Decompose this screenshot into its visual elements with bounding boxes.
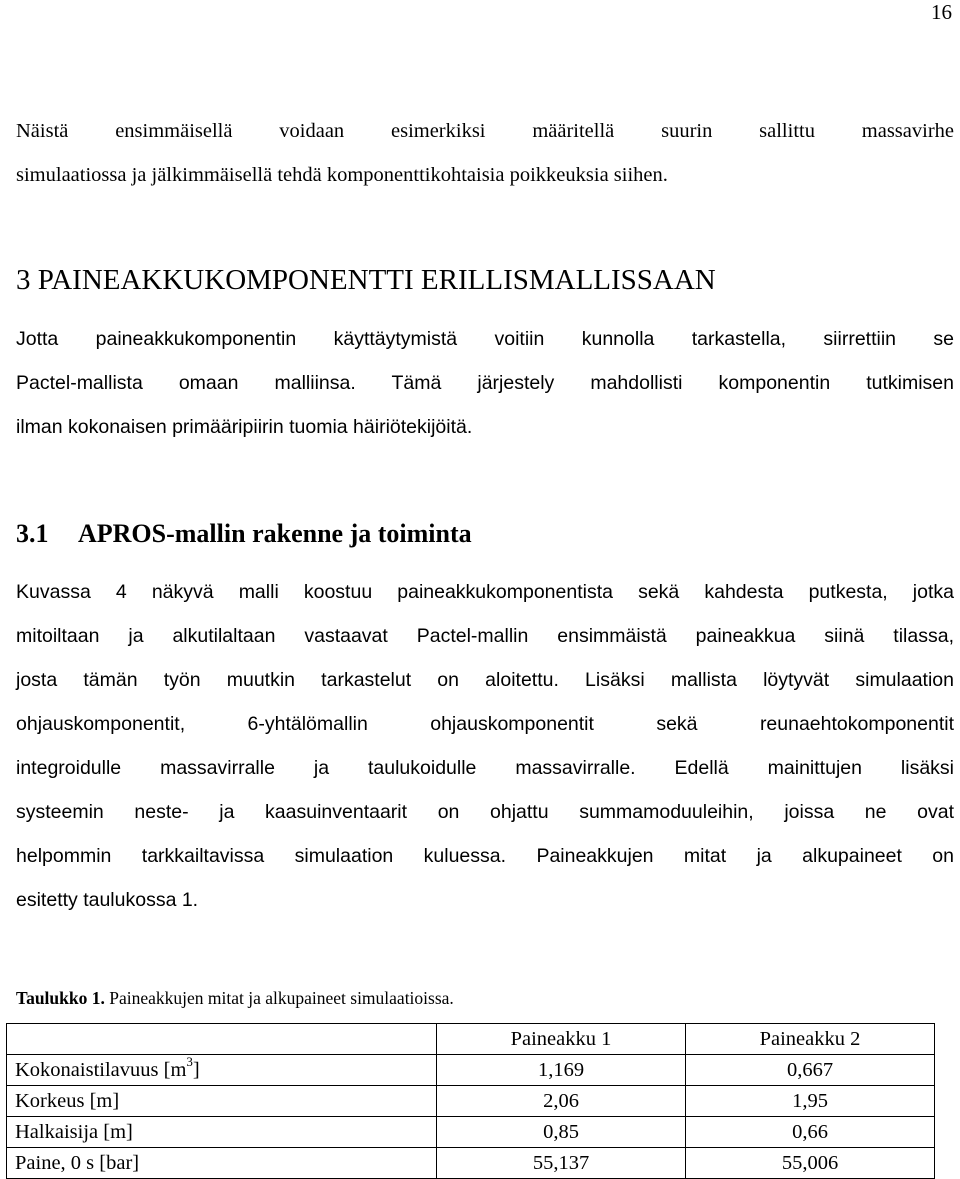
table-row [7, 1055, 935, 1086]
superscript: 3 [186, 1053, 193, 1069]
table-row [7, 1148, 935, 1179]
section-3-paragraph [16, 317, 954, 449]
table-cell: 0,667 [686, 1055, 935, 1086]
text-line: helpommin tarkkailtavissa simulaation kuluessa. Paineakkujen mitat ja alkupaineet on [16, 845, 954, 867]
text-line: mitoiltaan ja alkutilaltaan vastaavat Pactel-mallin ensimmäistä paineakkua siinä tilassa, [16, 625, 954, 647]
text-line: simulaatiossa ja jälkimmäisellä tehdä komponenttikohtaisia poikkeuksia siihen. [16, 164, 668, 186]
section-heading-3-1 [16, 512, 472, 556]
dimensions-table [6, 1023, 935, 1179]
text-line: systeemin neste- ja kaasuinventaarit on ohjattu summamoduuleihin, joissa ne ovat [16, 801, 954, 823]
table-cell: 55,137 [437, 1148, 686, 1179]
text-line: integroidulle massavirralle ja taulukoidulle massavirralle. Edellä mainittujen lisäksi [16, 757, 954, 779]
table-cell: 0,66 [686, 1117, 935, 1148]
table-cell: 2,06 [437, 1086, 686, 1117]
row-label [7, 1055, 437, 1086]
text-line: Jotta paineakkukomponentin käyttäytymistä voitiin kunnolla tarkastella, siirrettiin se [16, 328, 954, 350]
table-cell: 0,85 [437, 1117, 686, 1148]
row-label: Halkaisija [m] [7, 1117, 437, 1148]
section-number: 3.1 [16, 519, 49, 548]
section-heading-3: 3 PAINEAKKUKOMPONENTTI ERILLISMALLISSAAN [16, 264, 716, 296]
row-label-end: ] [192, 1058, 200, 1081]
table-caption-text: Paineakkujen mitat ja alkupaineet simulaatioissa. [104, 988, 454, 1008]
table-header-row [7, 1024, 935, 1055]
row-label: Paine, 0 s [bar] [7, 1148, 437, 1179]
table-cell: 55,006 [686, 1148, 935, 1179]
table-header-cell: Paineakku 1 [437, 1024, 686, 1055]
table-header-cell [7, 1024, 437, 1055]
table-cell: 1,95 [686, 1086, 935, 1117]
table-header-cell: Paineakku 2 [686, 1024, 935, 1055]
text-line: Kuvassa 4 näkyvä malli koostuu paineakkukomponentista sekä kahdesta putkesta, jotka [16, 581, 954, 603]
intro-paragraph [16, 109, 954, 197]
section-3-1-paragraph [16, 570, 954, 922]
text-line: josta tämän työn muutkin tarkastelut on aloitettu. Lisäksi mallista löytyvät simulaation [16, 669, 954, 691]
table-row [7, 1117, 935, 1148]
table-row [7, 1086, 935, 1117]
text-line: esitetty taulukossa 1. [16, 889, 199, 911]
text-line: Pactel-mallista omaan malliinsa. Tämä järjestely mahdollisti komponentin tutkimisen [16, 372, 954, 394]
text-line: ohjauskomponentit, 6-yhtälömallin ohjauskomponentit sekä reunaehtokomponentit [16, 713, 954, 735]
text-line: Näistä ensimmäisellä voidaan esimerkiksi määritellä suurin sallittu massavirhe [16, 120, 954, 142]
table-caption [16, 984, 454, 1012]
table-caption-label: Taulukko 1. [16, 988, 105, 1008]
page-number: 16 [931, 0, 952, 24]
table-cell: 1,169 [437, 1055, 686, 1086]
row-label-text: Kokonaistilavuus [m [15, 1058, 187, 1081]
row-label: Korkeus [m] [7, 1086, 437, 1117]
text-line: ilman kokonaisen primääripiirin tuomia häiriötekijöitä. [16, 416, 473, 438]
section-title: APROS-mallin rakenne ja toiminta [78, 519, 472, 548]
